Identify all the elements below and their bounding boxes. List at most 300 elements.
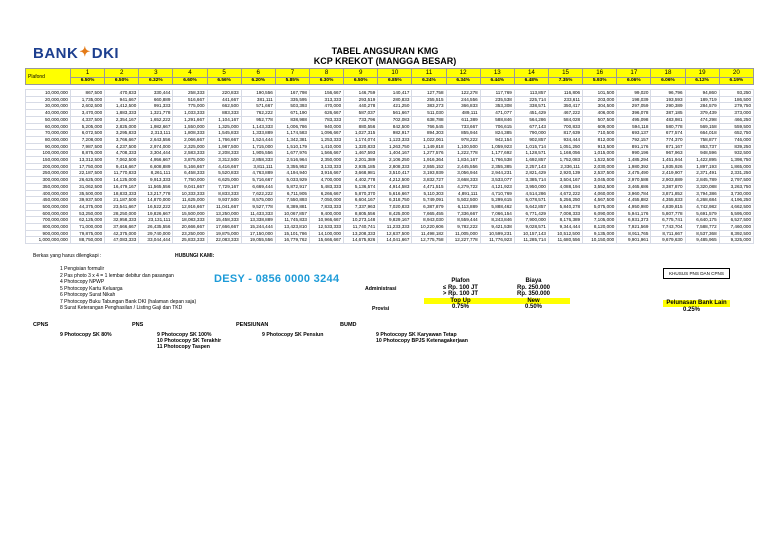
- installment-cell: 652,750: [719, 130, 753, 137]
- table-row: [26, 170, 754, 177]
- installment-cell: 17,150,000: [241, 230, 275, 237]
- installment-cell: 1,177,692: [480, 150, 514, 157]
- installment-cell: 511,030: [412, 110, 446, 117]
- installment-cell: 2,808,333: [378, 163, 412, 170]
- installment-cell: 1,033,333: [173, 110, 207, 117]
- installment-cell: 853,737: [685, 143, 719, 150]
- installment-cell: 11,776,923: [480, 237, 514, 244]
- installment-cell: 1,128,571: [514, 150, 548, 157]
- installment-cell: 1,485,294: [617, 157, 651, 164]
- table-row: [26, 103, 754, 110]
- installment-cell: 2,903,889: [651, 177, 685, 184]
- rate-header: 7.35%: [548, 78, 582, 85]
- installment-cell: 594,118: [617, 123, 651, 130]
- installment-cell: 7,050,000: [309, 197, 343, 204]
- installment-cell: 5,870,370: [344, 190, 378, 197]
- installment-cell: 8,805,556: [344, 210, 378, 217]
- installment-cell: 11,745,833: [275, 217, 309, 224]
- rate-header: 5.85%: [275, 78, 309, 85]
- installment-cell: 3,045,000: [583, 177, 617, 184]
- installment-cell: 15,458,333: [207, 217, 241, 224]
- installment-cell: 2,355,385: [480, 163, 514, 170]
- table-row: [26, 110, 754, 117]
- installment-cell: 198,039: [617, 96, 651, 103]
- installment-cell: 587,037: [344, 110, 378, 117]
- installment-cell: 8,559,444: [446, 217, 480, 224]
- installment-cell: 13,338,889: [241, 217, 275, 224]
- installment-cell: 662,500: [207, 103, 241, 110]
- installment-cell: 279,750: [719, 103, 753, 110]
- category-cpns-item: 9 Photocopy SK 80%: [60, 332, 112, 338]
- installment-cell: 15,500,000: [173, 210, 207, 217]
- installment-cell: 13,208,333: [344, 230, 378, 237]
- installment-cell: 1,263,750: [378, 143, 412, 150]
- installment-cell: 6,625,000: [207, 177, 241, 184]
- installment-cell: 8,176,389: [548, 217, 582, 224]
- table-row: [26, 123, 754, 130]
- installment-cell: 913,500: [583, 143, 617, 150]
- year-header: 1: [71, 69, 105, 78]
- installment-cell: 609,000: [583, 123, 617, 130]
- installment-cell: 96,796: [651, 90, 685, 97]
- installment-cell: 2,475,490: [617, 170, 651, 177]
- installment-cell: 3,730,000: [719, 190, 753, 197]
- contact-name-phone: DESY - 0856 0000 3244: [214, 273, 340, 285]
- installment-cell: 25,833,333: [173, 237, 207, 244]
- year-header: 5: [207, 69, 241, 78]
- installment-cell: 5,872,917: [275, 183, 309, 190]
- installment-cell: 4,088,194: [548, 183, 582, 190]
- installment-cell: 3,387,870: [651, 183, 685, 190]
- installment-cell: 26,625,000: [71, 177, 105, 184]
- installment-cell: 28,250,000: [105, 210, 139, 217]
- installment-cell: 3,916,667: [309, 170, 343, 177]
- installment-cell: 7,336,667: [446, 210, 480, 217]
- installment-cell: 8,911,765: [617, 230, 651, 237]
- installment-cell: 1,834,167: [446, 157, 480, 164]
- installment-cell: 2,537,500: [583, 170, 617, 177]
- table-row: [26, 237, 754, 244]
- installment-cell: 3,510,417: [378, 170, 412, 177]
- installment-cell: 7,020,833: [378, 203, 412, 210]
- installment-cell: 1,524,444: [241, 136, 275, 143]
- year-header: 13: [480, 69, 514, 78]
- installment-cell: 5,136,574: [344, 183, 378, 190]
- installment-cell: 8,575,000: [241, 197, 275, 204]
- installment-cell: 706,615: [480, 123, 514, 130]
- requirement-item: 1 Pengisian formulir: [60, 266, 105, 272]
- table-row: [26, 136, 754, 143]
- plafond-cell: 50,000,000: [26, 116, 71, 123]
- installment-cell: 4,950,980: [617, 203, 651, 210]
- requirement-item: 8 Surat Keterangan Penghasilan / Listing Gaji dan TKD: [60, 305, 183, 311]
- category-pns-item: 11 Photocopy Taspen: [157, 344, 210, 350]
- installment-cell: 9,325,000: [719, 237, 753, 244]
- plafond-cell: 300,000,000: [26, 177, 71, 184]
- installment-cell: 7,750,000: [173, 177, 207, 184]
- installment-cell: 3,133,333: [309, 163, 343, 170]
- installment-cell: 23,250,000: [173, 230, 207, 237]
- installment-cell: 156,667: [309, 90, 343, 97]
- installment-cell: 9,421,538: [480, 224, 514, 231]
- installment-cell: 18,083,333: [173, 217, 207, 224]
- installment-cell: 7,729,167: [207, 183, 241, 190]
- installment-cell: 5,483,333: [309, 183, 343, 190]
- installment-cell: 255,515: [412, 96, 446, 103]
- installment-cell: 387,185: [651, 110, 685, 117]
- year-header: 2: [105, 69, 139, 78]
- installment-cell: 3,295,833: [105, 130, 139, 137]
- installment-cell: 733,667: [446, 123, 480, 130]
- installment-cell: 733,796: [344, 116, 378, 123]
- installment-cell: 817,639: [548, 130, 582, 137]
- category-pns-label: PNS: [132, 322, 144, 328]
- installment-cell: 3,552,500: [583, 183, 617, 190]
- installment-cell: 353,308: [480, 103, 514, 110]
- installment-cell: 880,556: [344, 123, 378, 130]
- plafond-cell: 700,000,000: [26, 217, 71, 224]
- installment-cell: 5,807,778: [651, 210, 685, 217]
- installment-cell: 6,458,333: [173, 170, 207, 177]
- installment-cell: 1,766,667: [207, 136, 241, 143]
- table-row: [26, 217, 754, 224]
- installment-cell: 611,389: [446, 116, 480, 123]
- installment-cell: 113,857: [514, 90, 548, 97]
- installment-cell: 8,711,667: [651, 230, 685, 237]
- plafond-cell: 450,000,000: [26, 197, 71, 204]
- rate-header: 6.85%: [378, 78, 412, 85]
- installment-cell: 1,692,857: [514, 157, 548, 164]
- installment-cell: 9,901,961: [617, 237, 651, 244]
- table-row: [26, 224, 754, 231]
- installment-cell: 451,429: [514, 110, 548, 117]
- rate-header: 6.30%: [309, 78, 343, 85]
- installment-cell: 7,208,000: [71, 136, 105, 143]
- installment-cell: 4,710,769: [480, 190, 514, 197]
- installment-cell: 7,105,000: [583, 217, 617, 224]
- category-cpns-list: [60, 332, 112, 338]
- installment-cell: 3,950,000: [514, 183, 548, 190]
- installment-cell: 2,030,000: [583, 163, 617, 170]
- installment-cell: 11,285,714: [514, 237, 548, 244]
- installment-cell: 94,860: [685, 90, 719, 97]
- installment-cell: 5,595,000: [719, 210, 753, 217]
- installment-cell: 297,059: [617, 103, 651, 110]
- installment-cell: 1,766,538: [480, 157, 514, 164]
- installment-cell: 2,602,500: [71, 103, 105, 110]
- installment-cell: 1,291,667: [173, 116, 207, 123]
- installment-cell: 3,533,077: [480, 177, 514, 184]
- installment-cell: 7,921,569: [617, 224, 651, 231]
- installment-cell: 2,208,333: [207, 150, 241, 157]
- provisi-header-topup: Top Up: [424, 298, 497, 305]
- fee-header-biaya: Biaya: [497, 278, 570, 285]
- installment-cell: 9,041,667: [173, 183, 207, 190]
- installment-cell: 13,250,000: [207, 210, 241, 217]
- year-header: 18: [651, 69, 685, 78]
- installment-cell: 19,055,556: [241, 237, 275, 244]
- installment-cell: 3,960,784: [617, 190, 651, 197]
- rate-header: 6.34%: [446, 78, 480, 85]
- category-pensiunan-list: [262, 332, 323, 338]
- installment-cell: 941,667: [105, 96, 139, 103]
- installment-cell: 9,913,333: [139, 177, 173, 184]
- installment-cell: 2,583,333: [173, 150, 207, 157]
- installment-cell: 1,123,333: [378, 136, 412, 143]
- installment-cell: 824,385: [480, 130, 514, 137]
- logo-mark-icon: ✦: [79, 44, 91, 59]
- installment-cell: 14,675,926: [344, 237, 378, 244]
- installment-cell: 3,470,000: [71, 110, 105, 117]
- installment-cell: 10,220,606: [412, 224, 446, 231]
- installment-cell: 99,020: [617, 90, 651, 97]
- installment-cell: 146,759: [344, 90, 378, 97]
- installment-cell: 6,527,500: [719, 217, 753, 224]
- installment-cell: 6,771,429: [514, 210, 548, 217]
- installment-cell: 7,062,500: [105, 157, 139, 164]
- fee-header-plafon: Plafon: [424, 278, 497, 285]
- installment-cell: 383,273: [412, 103, 446, 110]
- installment-cell: 948,596: [685, 150, 719, 157]
- installment-cell: 1,149,818: [412, 143, 446, 150]
- installment-cell: 8,243,846: [480, 217, 514, 224]
- installment-cell: 466,250: [719, 116, 753, 123]
- installment-cell: 3,766,667: [105, 136, 139, 143]
- installment-cell: 116,806: [548, 90, 582, 97]
- installment-cell: 381,111: [241, 96, 275, 103]
- installment-cell: 14,100,000: [309, 230, 343, 237]
- installment-cell: 14,125,000: [105, 177, 139, 184]
- year-header: 14: [514, 69, 548, 78]
- admin-label: Administrasi: [365, 286, 397, 292]
- installment-cell: 127,758: [412, 90, 446, 97]
- table-row: [26, 90, 754, 97]
- installment-cell: 569,158: [685, 123, 719, 130]
- installment-cell: 4,337,500: [71, 116, 105, 123]
- installment-cell: 775,000: [173, 103, 207, 110]
- installment-cell: 710,500: [583, 130, 617, 137]
- installment-cell: 1,404,167: [378, 150, 412, 157]
- installment-cell: 44,375,000: [71, 203, 105, 210]
- category-pensiunan-item: 9 Photocopy SK Pensiun: [262, 332, 324, 338]
- installment-cell: 5,520,833: [207, 170, 241, 177]
- installment-cell: 3,320,088: [685, 183, 719, 190]
- installment-cell: 2,858,333: [241, 157, 275, 164]
- installment-cell: 1,104,167: [207, 116, 241, 123]
- installment-cell: 4,237,500: [105, 143, 139, 150]
- table-row: [26, 130, 754, 137]
- pns-cpns-note: KHUSUS PNS DAN CPNS: [663, 268, 730, 279]
- installment-cell: 1,467,593: [344, 150, 378, 157]
- installment-cell: 1,883,333: [105, 110, 139, 117]
- installment-cell: 3,056,944: [446, 170, 480, 177]
- year-header: 8: [309, 69, 343, 78]
- provisi-new-value: 0.50%: [524, 304, 542, 310]
- installment-cell: 167,798: [275, 90, 309, 97]
- installment-cell: 5,299,615: [480, 197, 514, 204]
- installment-cell: 330,444: [139, 90, 173, 97]
- installment-cell: 313,333: [309, 96, 343, 103]
- installment-cell: 10,599,231: [480, 230, 514, 237]
- installment-cell: 2,555,152: [412, 163, 446, 170]
- installment-cell: 23,131,111: [139, 217, 173, 224]
- installment-cell: 71,000,000: [71, 224, 105, 231]
- installment-cell: 3,304,444: [139, 150, 173, 157]
- fee-table: [424, 278, 570, 311]
- installment-cell: 503,393: [275, 103, 309, 110]
- installment-cell: 3,811,111: [241, 163, 275, 170]
- installment-cell: 2,350,000: [309, 157, 343, 164]
- plafond-cell: 350,000,000: [26, 183, 71, 190]
- installment-cell: 186,500: [719, 96, 753, 103]
- requirements-heading: Berkas yang harus dilengkapi :: [33, 253, 102, 259]
- installment-cell: 12,775,758: [412, 237, 446, 244]
- installment-cell: 746,000: [719, 136, 753, 143]
- installment-cell: 1,677,976: [275, 150, 309, 157]
- installment-cell: 39,937,500: [71, 197, 105, 204]
- installment-cell: 9,400,000: [309, 210, 343, 217]
- installment-cell: 2,825,000: [105, 123, 139, 130]
- installment-cell: 6,266,667: [309, 190, 343, 197]
- installment-cell: 783,333: [309, 116, 343, 123]
- installment-cell: 883,333: [207, 110, 241, 117]
- installment-cell: 1,174,583: [275, 130, 309, 137]
- plafond-cell: 1,000,000,000: [26, 237, 71, 244]
- rate-header: 6.20%: [241, 78, 275, 85]
- rate-header: 6.06%: [617, 78, 651, 85]
- installment-cell: 8,392,500: [719, 230, 753, 237]
- installment-cell: 18,833,333: [105, 190, 139, 197]
- installment-cell: 638,788: [412, 116, 446, 123]
- installment-cell: 1,422,895: [685, 157, 719, 164]
- installment-cell: 2,920,139: [548, 170, 582, 177]
- installment-cell: 474,298: [685, 116, 719, 123]
- installment-cell: 2,066,667: [173, 136, 207, 143]
- installment-cell: 2,516,964: [275, 157, 309, 164]
- installment-cell: 6,711,905: [275, 190, 309, 197]
- installment-cell: 1,321,778: [139, 110, 173, 117]
- installment-cell: 1,325,000: [207, 123, 241, 130]
- installment-cell: 7,008,333: [548, 210, 582, 217]
- plafond-cell: 40,000,000: [26, 110, 71, 117]
- installment-cell: 4,402,778: [344, 177, 378, 184]
- installment-cell: 11,740,741: [344, 224, 378, 231]
- installment-cell: 564,286: [514, 116, 548, 123]
- installment-cell: 5,941,176: [617, 210, 651, 217]
- installment-cell: 235,538: [480, 96, 514, 103]
- installment-cell: 11,770,833: [105, 170, 139, 177]
- installment-cell: 516,667: [173, 96, 207, 103]
- year-header: 6: [241, 69, 275, 78]
- installment-cell: 42,375,000: [105, 230, 139, 237]
- rate-header: 6.50%: [344, 78, 378, 85]
- plafond-cell: 150,000,000: [26, 157, 71, 164]
- installment-cell: 6,640,175: [685, 217, 719, 224]
- installment-cell: 3,355,952: [275, 163, 309, 170]
- page-subtitle: KCP KREKOT (MANGGA BESAR): [313, 56, 457, 66]
- installment-cell: 16,779,762: [275, 237, 309, 244]
- plafond-cell: 30,000,000: [26, 103, 71, 110]
- installment-cell: 664,018: [685, 130, 719, 137]
- installment-cell: 2,974,000: [139, 143, 173, 150]
- installment-cell: 32,958,333: [105, 217, 139, 224]
- installment-cell: 2,935,185: [344, 163, 378, 170]
- installment-cell: 225,714: [514, 96, 548, 103]
- installment-cell: 1,451,944: [651, 157, 685, 164]
- installment-cell: 1,905,556: [241, 150, 275, 157]
- plafond-cell: 800,000,000: [26, 224, 71, 231]
- installment-cell: 790,000: [514, 130, 548, 137]
- installment-cell: 902,857: [514, 136, 548, 143]
- installment-cell: 9,344,444: [548, 224, 582, 231]
- logo-text-bank: BANK: [33, 45, 79, 62]
- plafond-cell: 10,000,000: [26, 90, 71, 97]
- installment-cell: 22,083,333: [207, 237, 241, 244]
- installment-cell: 244,556: [446, 96, 480, 103]
- installment-cell: 37,666,667: [105, 224, 139, 231]
- installment-cell: 1,253,333: [309, 136, 343, 143]
- installment-cell: 62,125,000: [71, 217, 105, 224]
- installment-cell: 9,829,167: [378, 217, 412, 224]
- installment-cell: 4,956,667: [139, 157, 173, 164]
- installment-cell: 335,595: [275, 96, 309, 103]
- provisi-topup-value: 0.75%: [451, 304, 469, 310]
- installment-cell: 3,312,500: [207, 157, 241, 164]
- installment-cell: 8,425,000: [378, 210, 412, 217]
- rate-header: 6.12%: [685, 78, 719, 85]
- installment-cell: 53,250,000: [71, 210, 105, 217]
- installment-cell: 1,980,392: [617, 163, 651, 170]
- installment-cell: 284,579: [685, 103, 719, 110]
- installment-cell: 193,593: [651, 96, 685, 103]
- installment-cell: 5,888,462: [480, 203, 514, 210]
- category-bumd-item: 9 Photocopy SK Karyawan Tetap: [376, 332, 457, 338]
- rate-header: 6.19%: [719, 78, 753, 85]
- installment-cell: 1,752,083: [548, 157, 582, 164]
- installment-cell: 7,743,704: [651, 224, 685, 231]
- fee-biaya-2: Rp. 350.000: [516, 291, 551, 297]
- installment-cell: 838,988: [275, 116, 309, 123]
- installment-cell: 660,889: [139, 96, 173, 103]
- installment-cell: 5,110,303: [412, 190, 446, 197]
- plafond-cell: 600,000,000: [26, 210, 71, 217]
- installment-cell: 693,137: [617, 130, 651, 137]
- installment-cell: 1,100,500: [446, 143, 480, 150]
- installment-cell: 11,041,667: [207, 203, 241, 210]
- category-bumd-label: BUMD: [340, 322, 357, 328]
- installment-cell: 13,423,810: [275, 224, 309, 231]
- installment-cell: 839,250: [719, 143, 753, 150]
- installment-cell: 561,667: [378, 110, 412, 117]
- installment-cell: 677,574: [651, 130, 685, 137]
- installment-cell: 19,875,000: [207, 230, 241, 237]
- installment-cell: 891,176: [617, 143, 651, 150]
- installment-cell: 1,277,576: [412, 150, 446, 157]
- installment-cell: 1,865,000: [719, 163, 753, 170]
- table-row: [26, 230, 754, 237]
- installment-cell: 1,982,667: [139, 123, 173, 130]
- installment-cell: 4,763,889: [241, 170, 275, 177]
- installment-cell: 942,154: [480, 136, 514, 143]
- installment-cell: 10,273,148: [344, 217, 378, 224]
- installment-cell: 3,465,686: [617, 183, 651, 190]
- table-row: [26, 157, 754, 164]
- installment-cell: 489,111: [446, 110, 480, 117]
- installment-cell: 467,222: [548, 110, 582, 117]
- installment-cell: 982,917: [378, 130, 412, 137]
- installment-cell: 1,398,750: [719, 157, 753, 164]
- installment-cell: 13,217,778: [139, 190, 173, 197]
